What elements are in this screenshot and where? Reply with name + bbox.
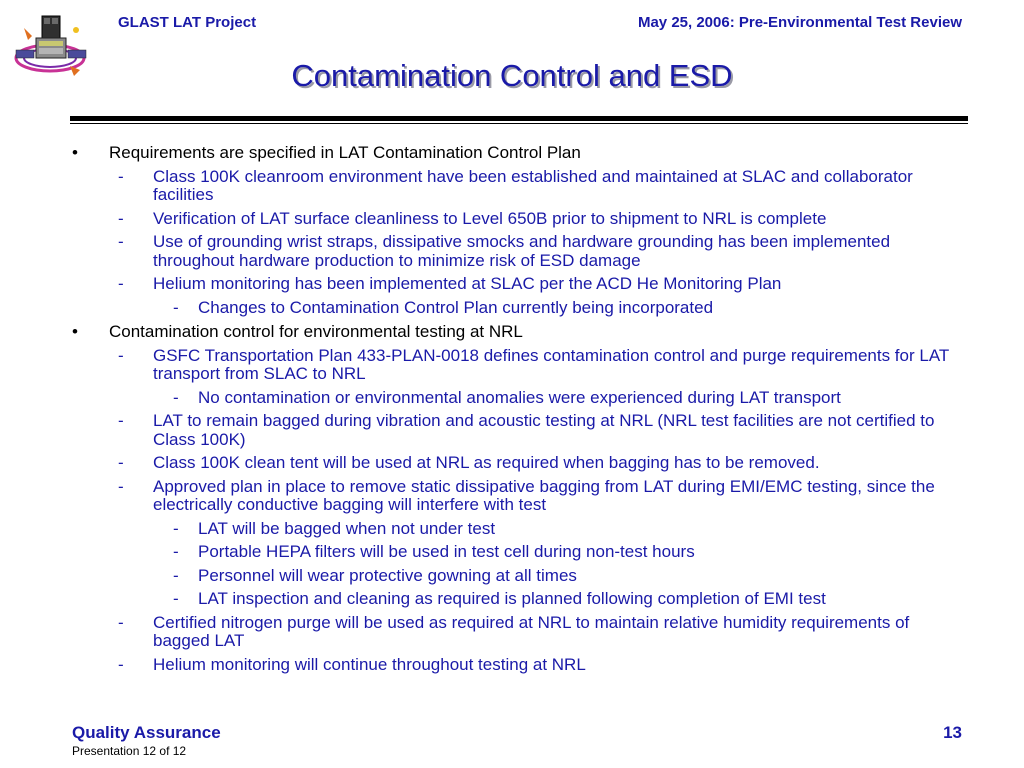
bullet-text: LAT will be bagged when not under test — [198, 518, 496, 538]
header-project-name: GLAST LAT Project — [118, 14, 257, 31]
bullet-text: GSFC Transportation Plan 433-PLAN-0018 defines contamination control and purge requirements for LAT transport from SLAC to NRL — [153, 345, 949, 383]
bullet-item-level-3 — [0, 543, 1024, 562]
bullet-dot-marker: • — [72, 322, 78, 341]
dash-marker: - — [118, 274, 124, 293]
slide-title: Contamination Control and ESD — [291, 58, 733, 93]
bullet-text: Helium monitoring has been implemented at SLAC per the ACD He Monitoring Plan — [153, 274, 782, 293]
dash-marker: - — [173, 297, 179, 317]
bullet-item-level-2 — [0, 168, 1024, 205]
bullet-text: Personnel will wear protective gowning at all times — [198, 565, 577, 585]
bullet-text: Changes to Contamination Control Plan currently being incorporated — [198, 297, 714, 317]
bullet-item-level-1 — [0, 323, 1024, 342]
bullet-item-level-3 — [0, 520, 1024, 539]
bullet-item-level-2 — [0, 210, 1024, 229]
footer-presentation-count: Presentation 12 of 12 — [72, 744, 187, 758]
dash-marker: - — [173, 387, 179, 407]
bullet-text: Certified nitrogen purge will be used as required at NRL to maintain relative humidity requirements of bagged LAT — [153, 612, 910, 650]
bullet-text: Contamination control for environmental testing at NRL — [109, 322, 523, 341]
dash-marker: - — [173, 589, 179, 608]
dash-marker: - — [118, 345, 124, 365]
dash-marker: - — [173, 542, 179, 561]
dash-marker: - — [118, 232, 124, 251]
bullet-item-level-2 — [0, 347, 1024, 384]
bullet-item-level-2 — [0, 478, 1024, 515]
bullet-item-level-2 — [0, 656, 1024, 675]
bullet-text: Portable HEPA filters will be used in test cell during non-test hours — [198, 542, 695, 561]
bullet-item-level-2 — [0, 233, 1024, 270]
bullet-text: Approved plan in place to remove static dissipative bagging from LAT during EMI/EMC testing, since the electrically conductive bagging will interfere with test — [153, 476, 935, 514]
bullet-text: No contamination or environmental anomalies were experienced during LAT transport — [198, 387, 841, 407]
bullet-item-level-2 — [0, 454, 1024, 473]
dash-marker: - — [173, 565, 179, 585]
bullet-text: Helium monitoring will continue throughout testing at NRL — [153, 654, 586, 674]
bullet-item-level-3 — [0, 389, 1024, 408]
bullet-list — [0, 144, 1024, 674]
title-divider-thin — [70, 123, 968, 124]
bullet-dot-marker: • — [72, 143, 78, 162]
page-number: 13 — [943, 723, 962, 742]
bullet-text: LAT to remain bagged during vibration and acoustic testing at NRL (NRL test facilities are not certified to Class 100K) — [153, 411, 935, 449]
dash-marker: - — [173, 518, 179, 538]
footer-section-title: Quality Assurance — [72, 723, 221, 742]
dash-marker: - — [118, 476, 124, 496]
bullet-item-level-2 — [0, 614, 1024, 651]
dash-marker: - — [118, 411, 124, 430]
bullet-item-level-2 — [0, 275, 1024, 294]
bullet-item-level-3 — [0, 590, 1024, 609]
bullet-text: Verification of LAT surface cleanliness to Level 650B prior to shipment to NRL is complete — [153, 208, 827, 228]
bullet-text: Requirements are specified in LAT Contamination Control Plan — [109, 143, 581, 162]
header-date-review: May 25, 2006: Pre-Environmental Test Review — [637, 14, 962, 31]
dash-marker: - — [118, 208, 124, 228]
title-divider-thick — [70, 116, 968, 121]
bullet-text: Class 100K clean tent will be used at NRL as required when bagging has to be removed. — [153, 453, 820, 472]
dash-marker: - — [118, 654, 124, 674]
dash-marker: - — [118, 166, 124, 186]
bullet-text: Use of grounding wrist straps, dissipative smocks and hardware grounding has been implemented throughout hardware production to minimize risk of ESD damage — [153, 232, 891, 270]
bullet-item-level-1 — [0, 144, 1024, 163]
bullet-item-level-2 — [0, 412, 1024, 449]
bullet-text: LAT inspection and cleaning as required is planned following completion of EMI test — [198, 589, 826, 608]
bullet-item-level-3 — [0, 567, 1024, 586]
bullet-item-level-3 — [0, 299, 1024, 318]
dash-marker: - — [118, 453, 124, 472]
bullet-text: Class 100K cleanroom environment have been established and maintained at SLAC and collaborator facilities — [153, 166, 913, 204]
dash-marker: - — [118, 612, 124, 632]
